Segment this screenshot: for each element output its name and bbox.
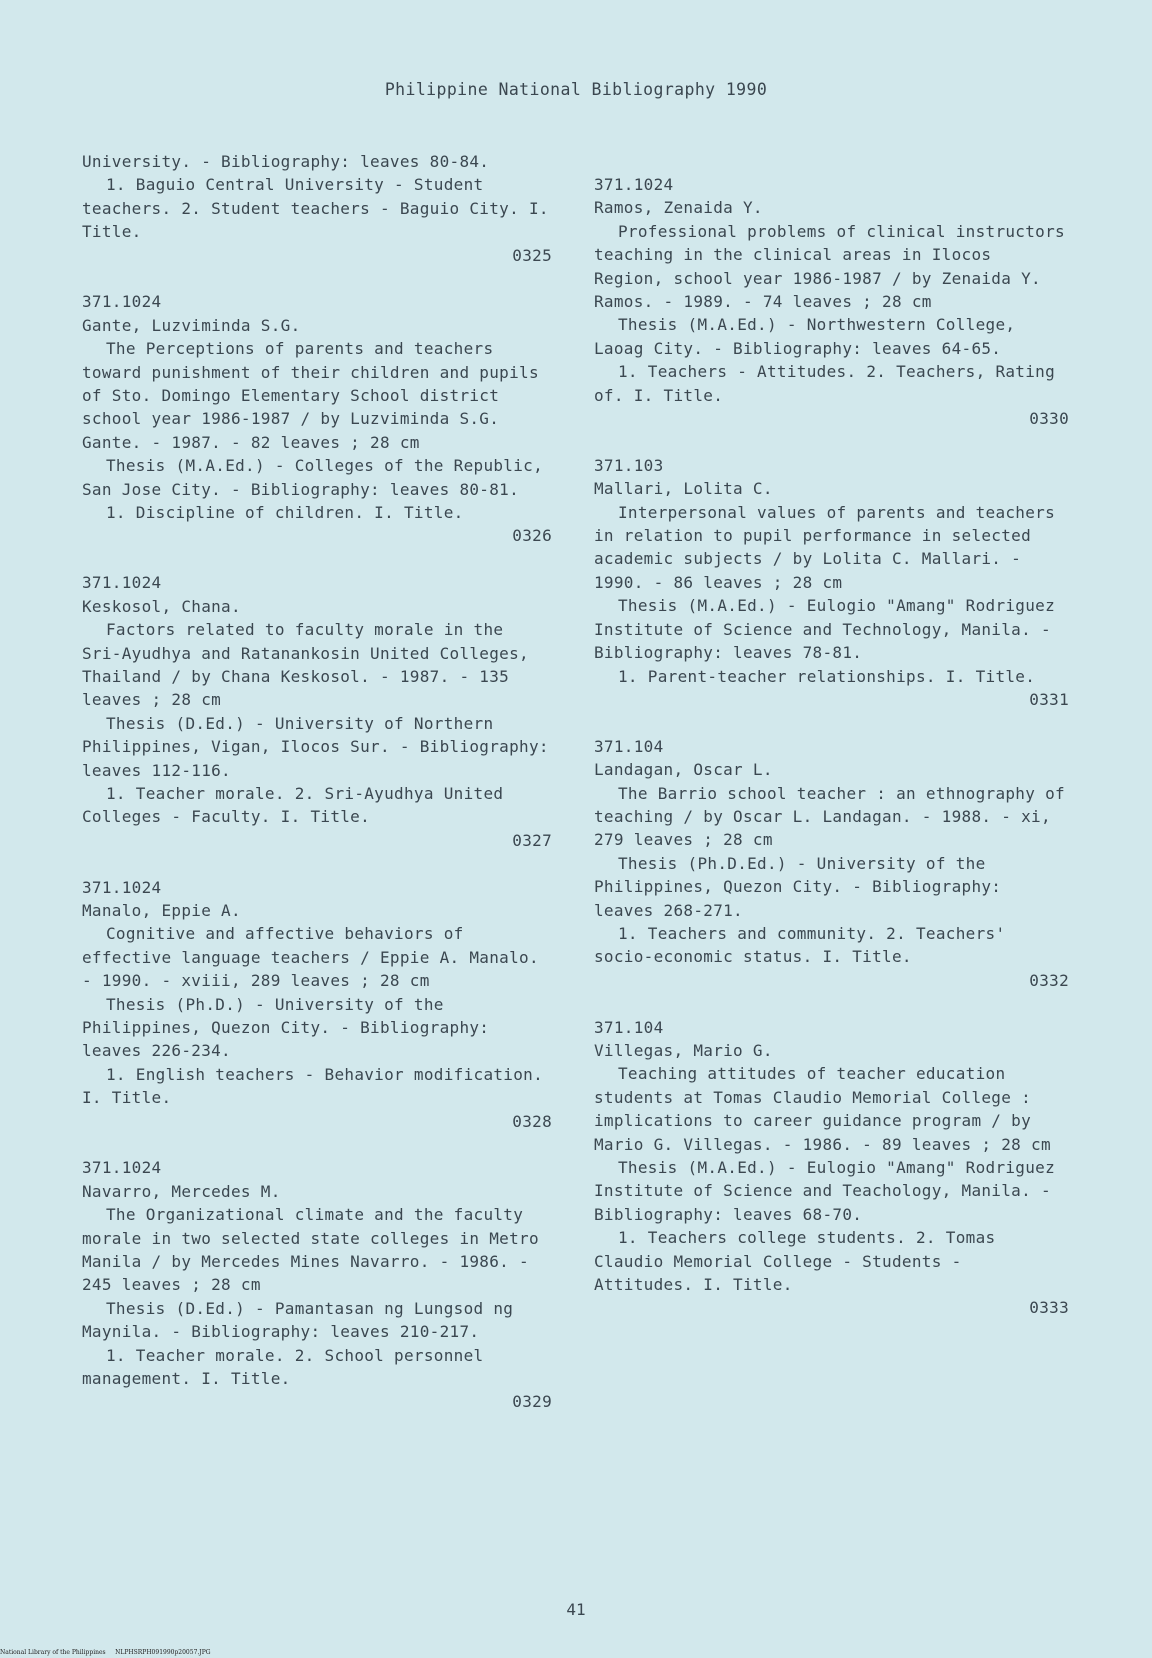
bib-entry-0333: [594, 1016, 1069, 1320]
bib-entry-0331: [594, 454, 1069, 711]
continued-text: University. - Bibliography: leaves 80-84.: [82, 152, 490, 171]
title-statement: The Barrio school teacher : an ethnography of teaching / by Oscar L. Landagan. - 1988. - xi, 279 leaves ; 28 cm: [594, 783, 1065, 850]
bib-entry-0332: [594, 735, 1069, 992]
thesis-note: Thesis (Ph.D.) - University of the Philippines, Quezon City. - Bibliography: leaves 226-234.: [82, 994, 490, 1061]
thesis-note: Thesis (Ph.D.Ed.) - University of the Philippines, Quezon City. - Bibliography: leaves 268-271.: [594, 853, 1002, 920]
call-number: 371.1024: [82, 573, 162, 593]
author: Ramos, Zenaida Y.: [594, 198, 763, 218]
thesis-note: Thesis (M.A.Ed.) - Eulogio "Amang" Rodriguez Institute of Science and Technology, Manila. - Bibliography: leaves 78-81.: [594, 596, 1056, 663]
entry-number: 0326: [512, 526, 552, 546]
call-number: 371.104: [594, 1017, 664, 1037]
entry-number: 0325: [512, 245, 552, 265]
title-statement: The Perceptions of parents and teachers toward punishment of their children and pupils of Sto. Domingo Elementary School district school year 1986-1987 / by Luzviminda S.G. Gante. - 1987. - 82 leaves ; 28 cm: [82, 339, 539, 452]
call-number: 371.1024: [82, 1158, 162, 1178]
entry-number: 0332: [1029, 970, 1069, 990]
bib-entry-0330: [594, 173, 1069, 430]
scan-footer: National Library of the Philippines NLPHSRPH091990p20057.JPG: [0, 1649, 211, 1656]
entry-number: 0329: [512, 1392, 552, 1412]
subject-headings: 1. Teacher morale. 2. Sri-Ayudhya United Colleges - Faculty. I. Title.: [82, 783, 504, 827]
subject-headings: 1. Discipline of children. I. Title.: [106, 503, 464, 523]
entry-number: 0327: [512, 830, 552, 850]
title-statement: The Organizational climate and the faculty morale in two selected state colleges in Metro Manila / by Mercedes Mines Navarro. - 1986. - 245 leaves ; 28 cm: [82, 1205, 539, 1295]
subject-headings: 1. Teachers and community. 2. Teachers' socio-economic status. I. Title.: [594, 923, 1006, 967]
author: Gante, Luzviminda S.G.: [82, 315, 301, 335]
subject-headings: 1. English teachers - Behavior modification. I. Title.: [82, 1064, 544, 1108]
page-number: 41: [566, 1600, 586, 1619]
title-statement: Teaching attitudes of teacher education students at Tomas Claudio Memorial College : implications to career guidance program / by Mario G. Villegas. - 1986. - 89 leaves ; 28 cm: [594, 1064, 1051, 1154]
entry-number: 0328: [512, 1111, 552, 1131]
call-number: 371.1024: [82, 877, 162, 897]
call-number: 371.103: [594, 455, 664, 475]
subject-headings: 1. Parent-teacher relationships. I. Title.: [618, 666, 1036, 686]
thesis-note: Thesis (M.A.Ed.) - Northwestern College, Laoag City. - Bibliography: leaves 64-65.: [594, 315, 1016, 358]
author: Manalo, Eppie A.: [82, 900, 241, 920]
author: Villegas, Mario G.: [594, 1040, 773, 1060]
title-statement: Interpersonal values of parents and teachers in relation to pupil performance in selected academic subjects / by Lolita C. Mallari. - 1990. - 86 leaves ; 28 cm: [594, 502, 1056, 592]
entry-number: 0331: [1029, 689, 1069, 709]
title-statement: Professional problems of clinical instructors teaching in the clinical areas in Ilocos Region, school year 1986-1987 / by Zenaida Y. Ramos. - 1989. - 74 leaves ; 28 cm: [594, 221, 1065, 312]
subject-headings: 1. Teachers college students. 2. Tomas Claudio Memorial College - Students - Attitudes. I. Title.: [594, 1228, 996, 1295]
thesis-note: Thesis (M.A.Ed.) - Eulogio "Amang" Rodriguez Institute of Science and Teachology, Manila. - Bibliography: leaves 68-70.: [594, 1158, 1056, 1224]
thesis-note: Thesis (M.A.Ed.) - Colleges of the Republic, San Jose City. - Bibliography: leaves 80-81.: [82, 456, 544, 499]
right-column: [594, 150, 1069, 1343]
bib-entry-0329: [82, 1156, 552, 1413]
author: Landagan, Oscar L.: [594, 760, 773, 780]
subject-headings: 1. Baguio Central University - Student teachers. 2. Student teachers - Baguio City. I. Title.: [82, 175, 549, 242]
call-number: 371.104: [594, 736, 664, 756]
author: Navarro, Mercedes M.: [82, 1181, 281, 1201]
call-number: 371.1024: [594, 175, 674, 194]
bib-entry-0326: [82, 290, 552, 547]
title-statement: Cognitive and affective behaviors of effective language teachers / Eppie A. Manalo. - 1990. - xviii, 289 leaves ; 28 cm: [82, 924, 539, 991]
bib-entry-0327: [82, 571, 552, 852]
bib-entry-0328: [82, 876, 552, 1133]
title-statement: Factors related to faculty morale in the Sri-Ayudhya and Ratanankosin United Colleges, Thailand / by Chana Keskosol. - 1987. - 135 leaves ; 28 cm: [82, 620, 529, 710]
page-header: Philippine National Bibliography 1990: [384, 80, 768, 99]
thesis-note: Thesis (D.Ed.) - University of Northern Philippines, Vigan, Ilocos Sur. - Bibliography: leaves 112-116.: [82, 713, 549, 780]
entry-number: 0330: [1029, 409, 1069, 429]
subject-headings: 1. Teachers - Attitudes. 2. Teachers, Rating of. I. Title.: [594, 362, 1056, 405]
call-number: 371.1024: [82, 292, 162, 312]
thesis-note: Thesis (D.Ed.) - Pamantasan ng Lungsod ng Maynila. - Bibliography: leaves 210-217.: [82, 1298, 514, 1342]
subject-headings: 1. Teacher morale. 2. School personnel management. I. Title.: [82, 1345, 484, 1389]
bib-entry-0325: [82, 150, 552, 267]
author: Keskosol, Chana.: [82, 596, 241, 616]
entry-number: 0333: [1029, 1298, 1069, 1318]
left-column: [82, 150, 552, 1437]
author: Mallari, Lolita C.: [594, 479, 773, 499]
